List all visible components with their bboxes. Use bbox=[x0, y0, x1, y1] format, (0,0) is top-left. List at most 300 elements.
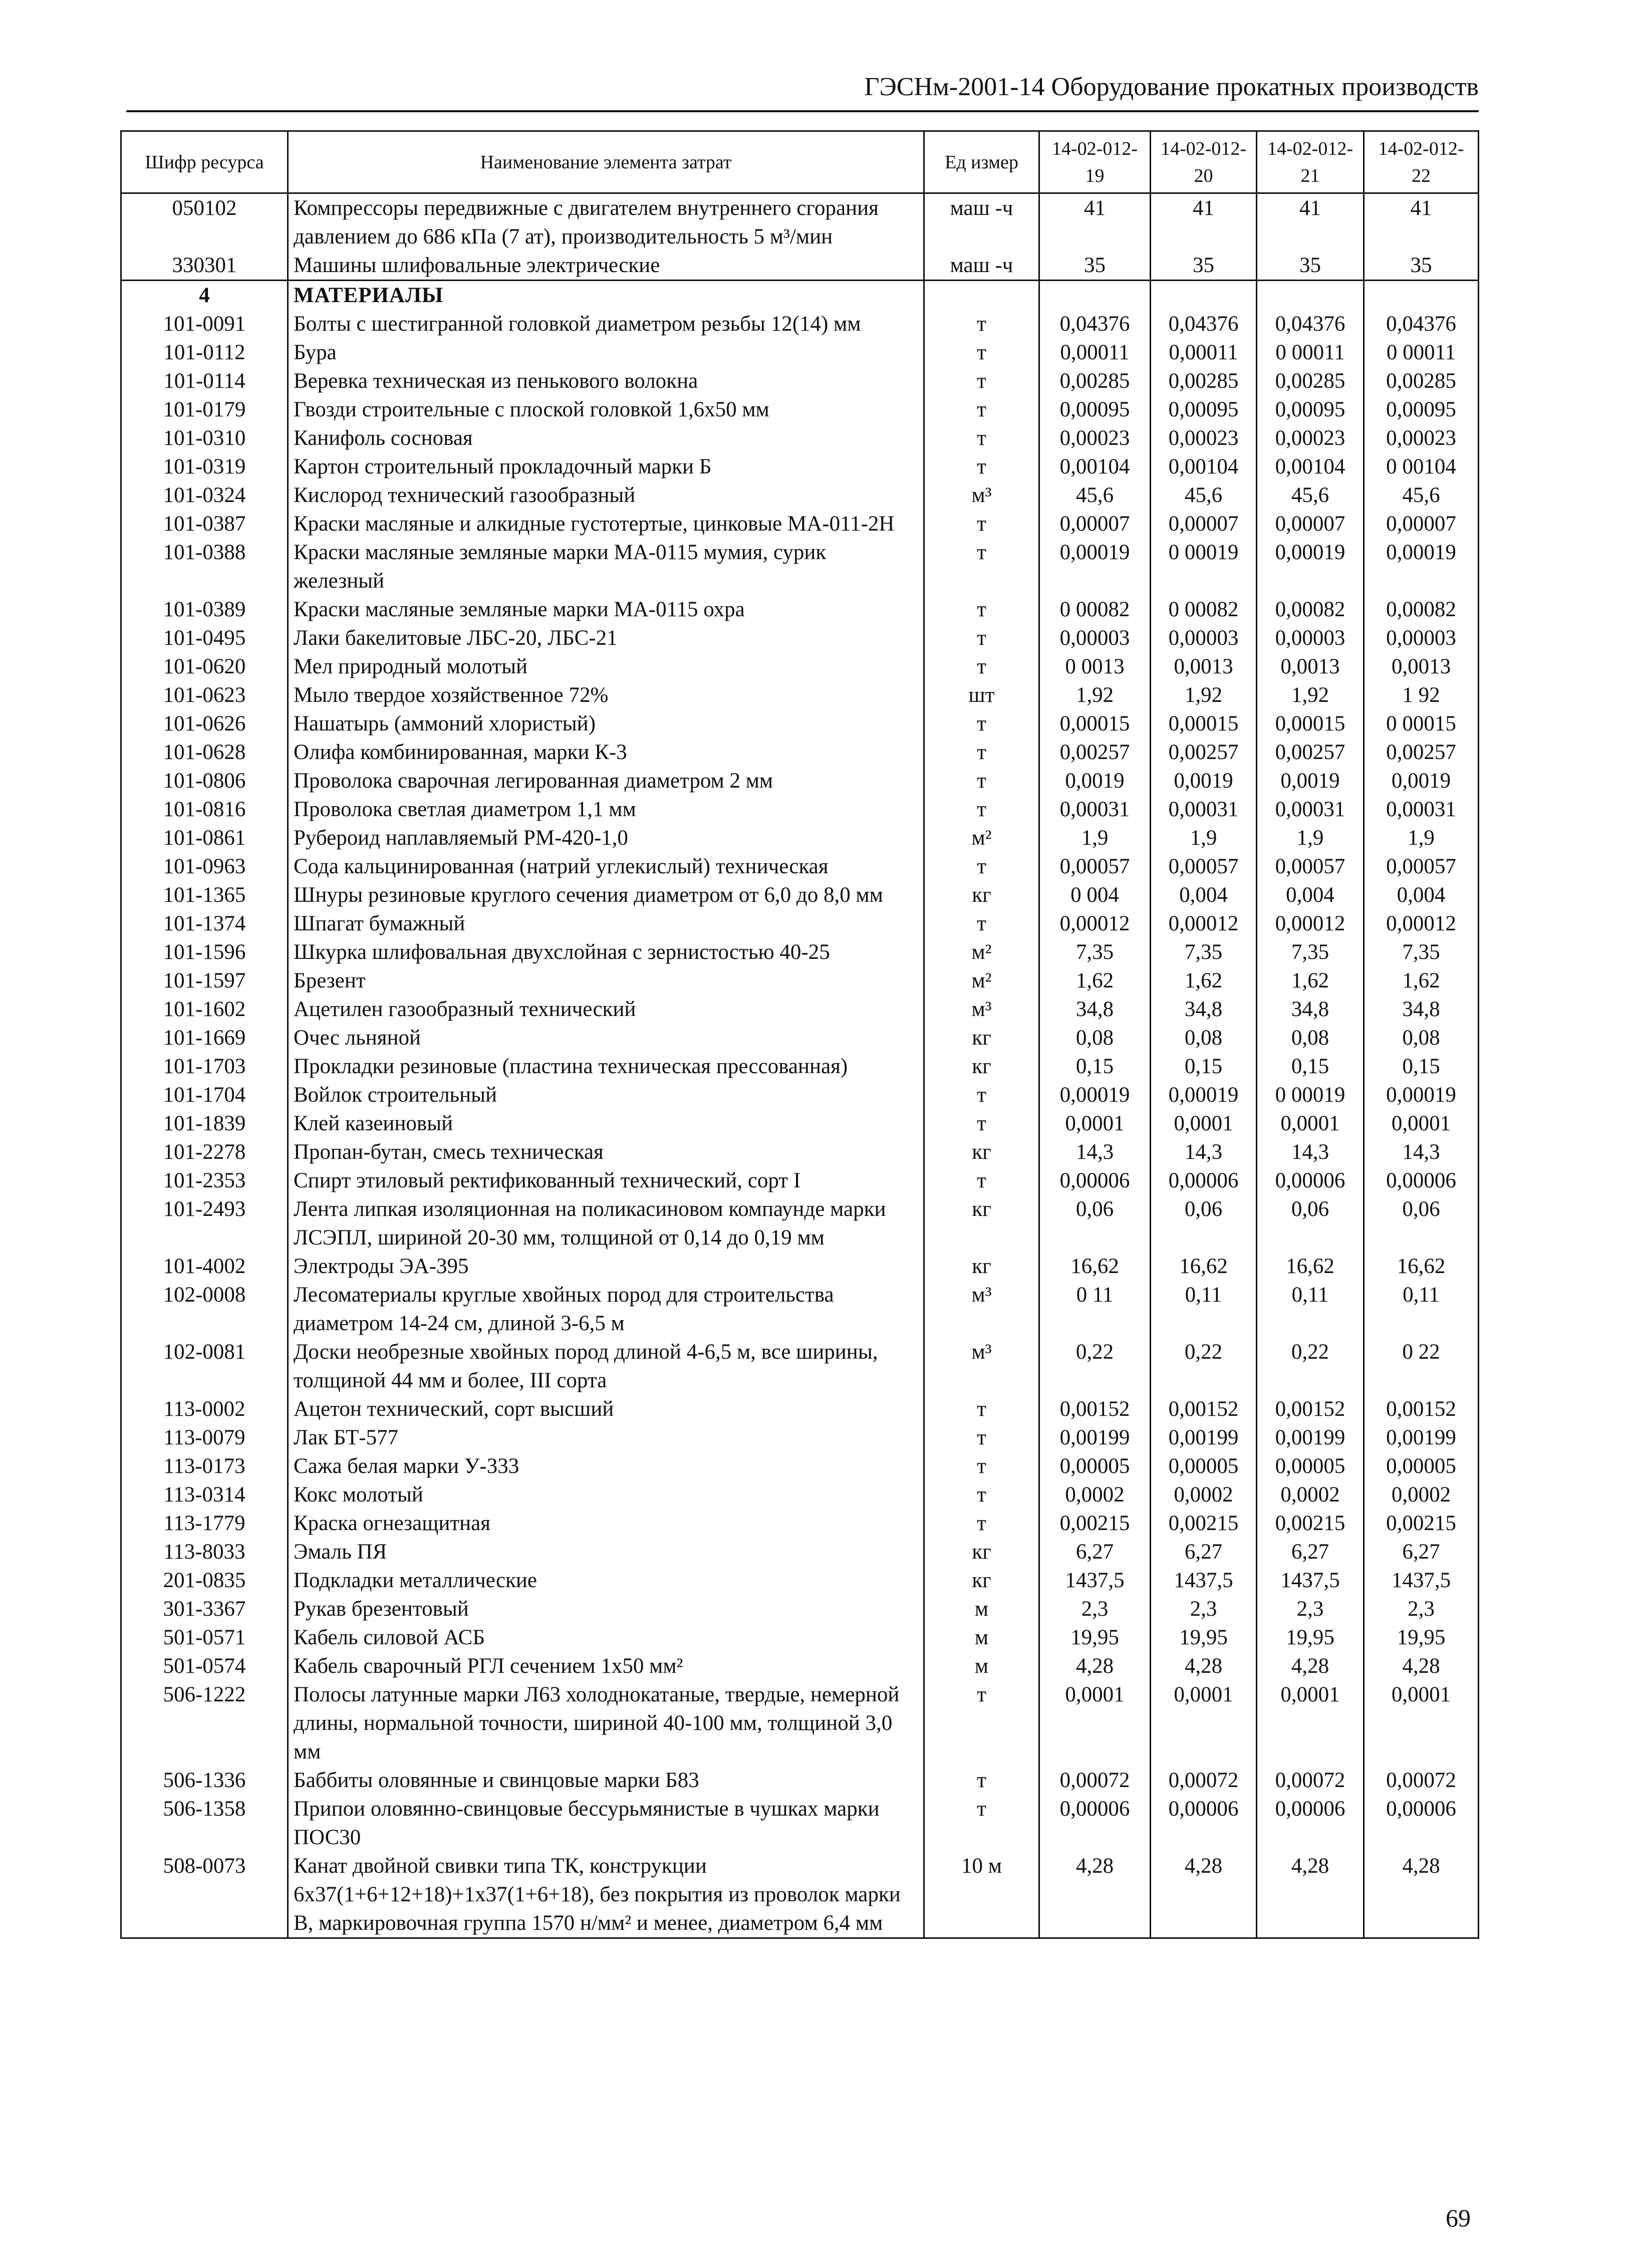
row-value-c3: 0,0019 bbox=[1257, 767, 1364, 795]
row-unit: кг bbox=[924, 1138, 1039, 1166]
row-unit: т bbox=[924, 652, 1039, 681]
row-value-c2: 14,3 bbox=[1151, 1138, 1257, 1166]
row-value-c1: 0,08 bbox=[1039, 1024, 1151, 1052]
row-value-c2: 4,28 bbox=[1151, 1652, 1257, 1680]
row-value-c4: 41 bbox=[1364, 193, 1479, 251]
row-unit: т bbox=[924, 424, 1039, 452]
row-unit: т bbox=[924, 624, 1039, 652]
row-value-c2: 0,22 bbox=[1151, 1338, 1257, 1395]
row-unit: т bbox=[924, 510, 1039, 538]
row-code: 101-1602 bbox=[121, 995, 288, 1024]
row-value-c2: 0,00015 bbox=[1151, 709, 1257, 738]
row-value-c3: 45,6 bbox=[1257, 481, 1364, 510]
row-code: 506-1222 bbox=[121, 1680, 288, 1766]
table-row bbox=[121, 338, 1479, 367]
row-code: 101-0806 bbox=[121, 767, 288, 795]
column-header-unit: Ед измер bbox=[924, 131, 1039, 193]
row-value-c2: 0,00007 bbox=[1151, 510, 1257, 538]
column-header-c3: 14-02-012-21 bbox=[1257, 131, 1364, 193]
row-value-c1: 0,00095 bbox=[1039, 395, 1151, 424]
row-unit: т bbox=[924, 452, 1039, 481]
table-row bbox=[121, 367, 1479, 395]
row-value-c3: 0,00285 bbox=[1257, 367, 1364, 395]
row-value-c3: 0,00257 bbox=[1257, 738, 1364, 767]
row-code: 113-1779 bbox=[121, 1509, 288, 1538]
row-code: 506-1358 bbox=[121, 1795, 288, 1852]
row-value-c3: 0,00095 bbox=[1257, 395, 1364, 424]
row-value-c4: 0,00023 bbox=[1364, 424, 1479, 452]
row-unit: т bbox=[924, 795, 1039, 824]
row-value-c4: 0,00007 bbox=[1364, 510, 1479, 538]
row-name: Проволока светлая диаметром 1,1 мм bbox=[288, 795, 924, 824]
row-name: Гвозди строительные с плоской головкой 1,6х50 мм bbox=[288, 395, 924, 424]
table-row bbox=[121, 1166, 1479, 1195]
row-name: Клей казеиновый bbox=[288, 1109, 924, 1138]
row-code: 101-0389 bbox=[121, 595, 288, 624]
row-value-c1: 0,00006 bbox=[1039, 1795, 1151, 1852]
row-unit: м bbox=[924, 1623, 1039, 1652]
row-value-c4: 0,0002 bbox=[1364, 1480, 1479, 1509]
row-value-c4: 0,00019 bbox=[1364, 538, 1479, 595]
table-row bbox=[121, 624, 1479, 652]
row-name: Баббиты оловянные и свинцовые марки Б83 bbox=[288, 1766, 924, 1795]
row-value-c1: 0,00031 bbox=[1039, 795, 1151, 824]
row-value-c3: 1,92 bbox=[1257, 681, 1364, 709]
page-number: 69 bbox=[1446, 2204, 1471, 2232]
column-header-c2: 14-02-012-20 bbox=[1151, 131, 1257, 193]
column-header-name: Наименование элемента затрат bbox=[288, 131, 924, 193]
table-row bbox=[121, 1680, 1479, 1766]
row-value-c3: 7,35 bbox=[1257, 938, 1364, 966]
row-value-c4: 0,00031 bbox=[1364, 795, 1479, 824]
row-value-c4: 0,00199 bbox=[1364, 1423, 1479, 1452]
row-value-c3: 35 bbox=[1257, 251, 1364, 281]
row-name: Мел природный молотый bbox=[288, 652, 924, 681]
row-value-c3: 0,00006 bbox=[1257, 1166, 1364, 1195]
row-unit: м³ bbox=[924, 995, 1039, 1024]
row-value-c2: 0,0019 bbox=[1151, 767, 1257, 795]
row-name: Машины шлифовальные электрические bbox=[288, 251, 924, 281]
row-name: Спирт этиловый ректификованный технический, сорт I bbox=[288, 1166, 924, 1195]
row-code: 101-0495 bbox=[121, 624, 288, 652]
table-row bbox=[121, 510, 1479, 538]
row-name: Лак БТ-577 bbox=[288, 1423, 924, 1452]
table-row bbox=[121, 251, 1479, 281]
row-value-c2: 0,00057 bbox=[1151, 852, 1257, 881]
row-code: 101-2353 bbox=[121, 1166, 288, 1195]
row-value-c1: 0 004 bbox=[1039, 881, 1151, 909]
row-name: Рукав брезентовый bbox=[288, 1595, 924, 1623]
row-value-c2: 0,004 bbox=[1151, 881, 1257, 909]
row-value-c1: 45,6 bbox=[1039, 481, 1151, 510]
table-row bbox=[121, 938, 1479, 966]
row-value-c2: 0,00003 bbox=[1151, 624, 1257, 652]
row-value-c4: 2,3 bbox=[1364, 1595, 1479, 1623]
table-row bbox=[121, 1338, 1479, 1395]
table-row bbox=[121, 481, 1479, 510]
row-value-c1: 0,22 bbox=[1039, 1338, 1151, 1395]
table-row bbox=[121, 1623, 1479, 1652]
row-name: Проволока сварочная легированная диаметром 2 мм bbox=[288, 767, 924, 795]
row-name: Сажа белая марки У-333 bbox=[288, 1452, 924, 1480]
row-value-c1: 4,28 bbox=[1039, 1852, 1151, 1938]
row-code: 113-0314 bbox=[121, 1480, 288, 1509]
table-row bbox=[121, 824, 1479, 852]
row-value-c3: 0,00215 bbox=[1257, 1509, 1364, 1538]
row-value-c1: 1,92 bbox=[1039, 681, 1151, 709]
row-code: 101-1704 bbox=[121, 1081, 288, 1109]
row-unit: м bbox=[924, 1652, 1039, 1680]
row-name: Эмаль ПЯ bbox=[288, 1538, 924, 1566]
row-code: 101-2493 bbox=[121, 1195, 288, 1252]
row-code: 101-0179 bbox=[121, 395, 288, 424]
row-value-c1: 0,0001 bbox=[1039, 1680, 1151, 1766]
row-unit: т bbox=[924, 1680, 1039, 1766]
row-value-c3: 0,00007 bbox=[1257, 510, 1364, 538]
column-header-c4: 14-02-012-22 bbox=[1364, 131, 1479, 193]
row-unit: т bbox=[924, 1166, 1039, 1195]
table-row bbox=[121, 1480, 1479, 1509]
row-value-c4: 0,00257 bbox=[1364, 738, 1479, 767]
row-value-c3: 0,00057 bbox=[1257, 852, 1364, 881]
row-value-c1: 0,00215 bbox=[1039, 1509, 1151, 1538]
table-row bbox=[121, 652, 1479, 681]
table-row bbox=[121, 709, 1479, 738]
row-value-c3 bbox=[1257, 281, 1364, 310]
row-value-c3: 0 00019 bbox=[1257, 1081, 1364, 1109]
row-value-c4: 0 00104 bbox=[1364, 452, 1479, 481]
row-value-c4: 0,00006 bbox=[1364, 1795, 1479, 1852]
row-value-c4: 0 00015 bbox=[1364, 709, 1479, 738]
row-value-c4: 0,15 bbox=[1364, 1052, 1479, 1081]
row-value-c2: 35 bbox=[1151, 251, 1257, 281]
row-value-c1: 0 11 bbox=[1039, 1281, 1151, 1338]
row-value-c1: 0,00005 bbox=[1039, 1452, 1151, 1480]
table-row bbox=[121, 1652, 1479, 1680]
row-unit: м bbox=[924, 1595, 1039, 1623]
table-row bbox=[121, 1395, 1479, 1423]
row-code: 113-0173 bbox=[121, 1452, 288, 1480]
row-value-c2: 1,92 bbox=[1151, 681, 1257, 709]
row-value-c1: 0,04376 bbox=[1039, 310, 1151, 338]
row-code: 506-1336 bbox=[121, 1766, 288, 1795]
row-code: 101-0628 bbox=[121, 738, 288, 767]
row-name: Электроды ЭА-395 bbox=[288, 1252, 924, 1281]
row-unit: т bbox=[924, 1509, 1039, 1538]
row-value-c4: 16,62 bbox=[1364, 1252, 1479, 1281]
row-code: 501-0574 bbox=[121, 1652, 288, 1680]
row-code: 102-0081 bbox=[121, 1338, 288, 1395]
row-code: 101-0324 bbox=[121, 481, 288, 510]
row-unit: т bbox=[924, 1480, 1039, 1509]
row-value-c4: 0,00215 bbox=[1364, 1509, 1479, 1538]
row-value-c1: 0,00257 bbox=[1039, 738, 1151, 767]
row-unit: м³ bbox=[924, 1281, 1039, 1338]
row-value-c1: 19,95 bbox=[1039, 1623, 1151, 1652]
row-name: Канат двойной свивки типа ТК, конструкции 6х37(1+6+12+18)+1х37(1+6+18), без покрытия из проволок марки В, маркировочная группа 1570 н/мм² и менее, диаметром 6,4 мм bbox=[288, 1852, 924, 1938]
row-name: Припои оловянно-свинцовые бессурьмянистые в чушках марки ПОС30 bbox=[288, 1795, 924, 1852]
table-row bbox=[121, 1024, 1479, 1052]
row-unit: т bbox=[924, 1109, 1039, 1138]
row-name: Доски необрезные хвойных пород длиной 4-6,5 м, все ширины, толщиной 44 мм и более, III сорта bbox=[288, 1338, 924, 1395]
row-unit: м² bbox=[924, 966, 1039, 995]
row-value-c3: 0,00104 bbox=[1257, 452, 1364, 481]
table-row bbox=[121, 1052, 1479, 1081]
table-row bbox=[121, 395, 1479, 424]
row-value-c3: 0,004 bbox=[1257, 881, 1364, 909]
row-value-c2: 0,00006 bbox=[1151, 1166, 1257, 1195]
row-unit: т bbox=[924, 1795, 1039, 1852]
row-value-c3: 0,00031 bbox=[1257, 795, 1364, 824]
row-code: 101-1365 bbox=[121, 881, 288, 909]
table-row bbox=[121, 1595, 1479, 1623]
table-row bbox=[121, 738, 1479, 767]
row-name: Краски масляные земляные марки МА-0115 мумия, сурик железный bbox=[288, 538, 924, 595]
row-code: 330301 bbox=[121, 251, 288, 281]
row-code: 101-0963 bbox=[121, 852, 288, 881]
row-value-c2: 0,08 bbox=[1151, 1024, 1257, 1052]
row-name: Бура bbox=[288, 338, 924, 367]
row-code: 102-0008 bbox=[121, 1281, 288, 1338]
column-header-c1: 14-02-012-19 bbox=[1039, 131, 1151, 193]
row-value-c1: 0,00003 bbox=[1039, 624, 1151, 652]
row-value-c3: 4,28 bbox=[1257, 1852, 1364, 1938]
row-value-c1: 0,00012 bbox=[1039, 909, 1151, 938]
row-value-c3: 0,11 bbox=[1257, 1281, 1364, 1338]
row-unit: кг bbox=[924, 1052, 1039, 1081]
row-value-c2: 0,00257 bbox=[1151, 738, 1257, 767]
table-row bbox=[121, 1766, 1479, 1795]
table-row bbox=[121, 310, 1479, 338]
row-value-c1: 16,62 bbox=[1039, 1252, 1151, 1281]
row-code: 508-0073 bbox=[121, 1852, 288, 1938]
row-value-c2: 16,62 bbox=[1151, 1252, 1257, 1281]
row-value-c3: 0,0001 bbox=[1257, 1680, 1364, 1766]
row-unit: т bbox=[924, 1081, 1039, 1109]
row-unit: т bbox=[924, 595, 1039, 624]
row-unit: т bbox=[924, 738, 1039, 767]
row-code: 501-0571 bbox=[121, 1623, 288, 1652]
row-code: 101-1596 bbox=[121, 938, 288, 966]
row-name: Канифоль сосновая bbox=[288, 424, 924, 452]
row-value-c4: 4,28 bbox=[1364, 1652, 1479, 1680]
row-value-c4: 0,0013 bbox=[1364, 652, 1479, 681]
section-row bbox=[121, 281, 1479, 310]
table-row bbox=[121, 1566, 1479, 1595]
row-value-c2: 0,04376 bbox=[1151, 310, 1257, 338]
row-value-c3: 0,00005 bbox=[1257, 1452, 1364, 1480]
table-row bbox=[121, 1423, 1479, 1452]
table-row bbox=[121, 795, 1479, 824]
row-value-c1: 1,62 bbox=[1039, 966, 1151, 995]
row-value-c1: 0,06 bbox=[1039, 1195, 1151, 1252]
table-row bbox=[121, 1852, 1479, 1938]
row-value-c1: 0,00011 bbox=[1039, 338, 1151, 367]
row-code: 101-0623 bbox=[121, 681, 288, 709]
row-value-c2: 0,0001 bbox=[1151, 1680, 1257, 1766]
row-value-c1: 4,28 bbox=[1039, 1652, 1151, 1680]
row-code: 101-0319 bbox=[121, 452, 288, 481]
row-value-c1: 0,00023 bbox=[1039, 424, 1151, 452]
row-value-c2: 0,00012 bbox=[1151, 909, 1257, 938]
row-value-c2: 0,00006 bbox=[1151, 1795, 1257, 1852]
row-value-c1: 41 bbox=[1039, 193, 1151, 251]
row-code: 101-1669 bbox=[121, 1024, 288, 1052]
row-name: Нашатырь (аммоний хлористый) bbox=[288, 709, 924, 738]
row-name: Полосы латунные марки Л63 холоднокатаные, твердые, немерной длины, нормальной точности, шириной 40-100 мм, толщиной 3,0 мм bbox=[288, 1680, 924, 1766]
row-value-c4: 1,9 bbox=[1364, 824, 1479, 852]
row-value-c3: 1437,5 bbox=[1257, 1566, 1364, 1595]
row-value-c1: 0,0002 bbox=[1039, 1480, 1151, 1509]
table-row bbox=[121, 1452, 1479, 1480]
row-value-c3: 19,95 bbox=[1257, 1623, 1364, 1652]
row-value-c3: 0,00023 bbox=[1257, 424, 1364, 452]
row-value-c4: 0,11 bbox=[1364, 1281, 1479, 1338]
row-value-c4: 0,0019 bbox=[1364, 767, 1479, 795]
table-row bbox=[121, 1195, 1479, 1252]
row-value-c3: 0,00006 bbox=[1257, 1795, 1364, 1852]
table-row bbox=[121, 767, 1479, 795]
table-row bbox=[121, 909, 1479, 938]
row-unit: м³ bbox=[924, 481, 1039, 510]
row-value-c4: 19,95 bbox=[1364, 1623, 1479, 1652]
row-value-c4: 0,00082 bbox=[1364, 595, 1479, 624]
row-value-c2: 0,0002 bbox=[1151, 1480, 1257, 1509]
row-value-c1: 0,0001 bbox=[1039, 1109, 1151, 1138]
row-value-c1: 0,00006 bbox=[1039, 1166, 1151, 1195]
row-unit: т bbox=[924, 310, 1039, 338]
row-value-c2: 0,00152 bbox=[1151, 1395, 1257, 1423]
row-name: Ацетилен газообразный технический bbox=[288, 995, 924, 1024]
row-value-c1: 0,00152 bbox=[1039, 1395, 1151, 1423]
row-value-c3: 14,3 bbox=[1257, 1138, 1364, 1166]
table-row bbox=[121, 1795, 1479, 1852]
row-unit bbox=[924, 281, 1039, 310]
row-code: 101-0387 bbox=[121, 510, 288, 538]
row-name: Прокладки резиновые (пластина техническая прессованная) bbox=[288, 1052, 924, 1081]
table-row bbox=[121, 681, 1479, 709]
row-value-c4: 4,28 bbox=[1364, 1852, 1479, 1938]
row-value-c3: 0,00012 bbox=[1257, 909, 1364, 938]
row-name: Рубероид наплавляемый РМ-420-1,0 bbox=[288, 824, 924, 852]
row-value-c2: 1,62 bbox=[1151, 966, 1257, 995]
row-value-c1: 0,15 bbox=[1039, 1052, 1151, 1081]
row-name: МАТЕРИАЛЫ bbox=[288, 281, 924, 310]
row-value-c3: 0 00011 bbox=[1257, 338, 1364, 367]
row-code: 101-0091 bbox=[121, 310, 288, 338]
row-value-c1: 0,00019 bbox=[1039, 1081, 1151, 1109]
row-value-c3: 4,28 bbox=[1257, 1652, 1364, 1680]
row-code: 101-4002 bbox=[121, 1252, 288, 1281]
row-value-c2: 0,00095 bbox=[1151, 395, 1257, 424]
table-body bbox=[121, 193, 1479, 1938]
row-value-c3: 0,08 bbox=[1257, 1024, 1364, 1052]
row-value-c3: 1,62 bbox=[1257, 966, 1364, 995]
row-value-c2: 0 00082 bbox=[1151, 595, 1257, 624]
row-value-c2: 41 bbox=[1151, 193, 1257, 251]
row-value-c4: 35 bbox=[1364, 251, 1479, 281]
row-value-c3: 0,22 bbox=[1257, 1338, 1364, 1395]
table-row bbox=[121, 424, 1479, 452]
row-value-c3: 0,00003 bbox=[1257, 624, 1364, 652]
row-value-c1: 0 00082 bbox=[1039, 595, 1151, 624]
row-value-c1: 0,00019 bbox=[1039, 538, 1151, 595]
row-code: 101-2278 bbox=[121, 1138, 288, 1166]
row-code: 101-1597 bbox=[121, 966, 288, 995]
row-name: Шкурка шлифовальная двухслойная с зернистостью 40-25 bbox=[288, 938, 924, 966]
row-unit: т bbox=[924, 395, 1039, 424]
row-name: Болты с шестигранной головкой диаметром резьбы 12(14) мм bbox=[288, 310, 924, 338]
column-header-code: Шифр ресурса bbox=[121, 131, 288, 193]
row-value-c2: 0,00005 bbox=[1151, 1452, 1257, 1480]
row-unit: кг bbox=[924, 1024, 1039, 1052]
row-value-c1: 0,00072 bbox=[1039, 1766, 1151, 1795]
row-value-c1: 0,00199 bbox=[1039, 1423, 1151, 1452]
row-name: Шнуры резиновые круглого сечения диаметром от 6,0 до 8,0 мм bbox=[288, 881, 924, 909]
row-unit: т bbox=[924, 367, 1039, 395]
row-unit: кг bbox=[924, 1195, 1039, 1252]
row-unit: кг bbox=[924, 1252, 1039, 1281]
row-value-c3: 0,15 bbox=[1257, 1052, 1364, 1081]
row-value-c3: 16,62 bbox=[1257, 1252, 1364, 1281]
table-row bbox=[121, 1138, 1479, 1166]
row-name: Кабель силовой АСБ bbox=[288, 1623, 924, 1652]
table-row bbox=[121, 1509, 1479, 1538]
row-name: Войлок строительный bbox=[288, 1081, 924, 1109]
row-unit: кг bbox=[924, 1566, 1039, 1595]
row-value-c1: 0,00007 bbox=[1039, 510, 1151, 538]
row-value-c4: 0,00012 bbox=[1364, 909, 1479, 938]
row-value-c3: 0,00015 bbox=[1257, 709, 1364, 738]
row-value-c1: 14,3 bbox=[1039, 1138, 1151, 1166]
row-value-c2: 7,35 bbox=[1151, 938, 1257, 966]
row-code: 101-0310 bbox=[121, 424, 288, 452]
row-code: 101-0112 bbox=[121, 338, 288, 367]
row-unit: т bbox=[924, 1452, 1039, 1480]
row-name: Краски масляные и алкидные густотертые, цинковые МА-011-2Н bbox=[288, 510, 924, 538]
row-value-c4: 0,00095 bbox=[1364, 395, 1479, 424]
row-unit: кг bbox=[924, 881, 1039, 909]
row-name: Компрессоры передвижные с двигателем внутреннего сгорания давлением до 686 кПа (7 ат), производительность 5 м³/мин bbox=[288, 193, 924, 251]
row-value-c2: 0,00023 bbox=[1151, 424, 1257, 452]
table-row bbox=[121, 1109, 1479, 1138]
row-code: 113-8033 bbox=[121, 1538, 288, 1566]
row-code: 101-1839 bbox=[121, 1109, 288, 1138]
row-value-c2: 0,00011 bbox=[1151, 338, 1257, 367]
row-value-c2: 1,9 bbox=[1151, 824, 1257, 852]
row-value-c3: 1,9 bbox=[1257, 824, 1364, 852]
row-name: Краска огнезащитная bbox=[288, 1509, 924, 1538]
row-code: 4 bbox=[121, 281, 288, 310]
header-title: ГЭСНм-2001-14 Оборудование прокатных производств bbox=[864, 73, 1479, 101]
row-value-c3: 0,0002 bbox=[1257, 1480, 1364, 1509]
row-value-c2: 34,8 bbox=[1151, 995, 1257, 1024]
row-value-c2: 4,28 bbox=[1151, 1852, 1257, 1938]
table-row bbox=[121, 995, 1479, 1024]
row-value-c2: 0,00285 bbox=[1151, 367, 1257, 395]
row-value-c2: 0,00031 bbox=[1151, 795, 1257, 824]
row-value-c2: 2,3 bbox=[1151, 1595, 1257, 1623]
row-value-c4: 0,00005 bbox=[1364, 1452, 1479, 1480]
row-value-c2: 0,00019 bbox=[1151, 1081, 1257, 1109]
row-name: Пропан-бутан, смесь техническая bbox=[288, 1138, 924, 1166]
row-value-c4 bbox=[1364, 281, 1479, 310]
row-value-c3: 41 bbox=[1257, 193, 1364, 251]
row-value-c2: 0,0001 bbox=[1151, 1109, 1257, 1138]
row-unit: т bbox=[924, 909, 1039, 938]
row-value-c1 bbox=[1039, 281, 1151, 310]
table-row bbox=[121, 193, 1479, 251]
